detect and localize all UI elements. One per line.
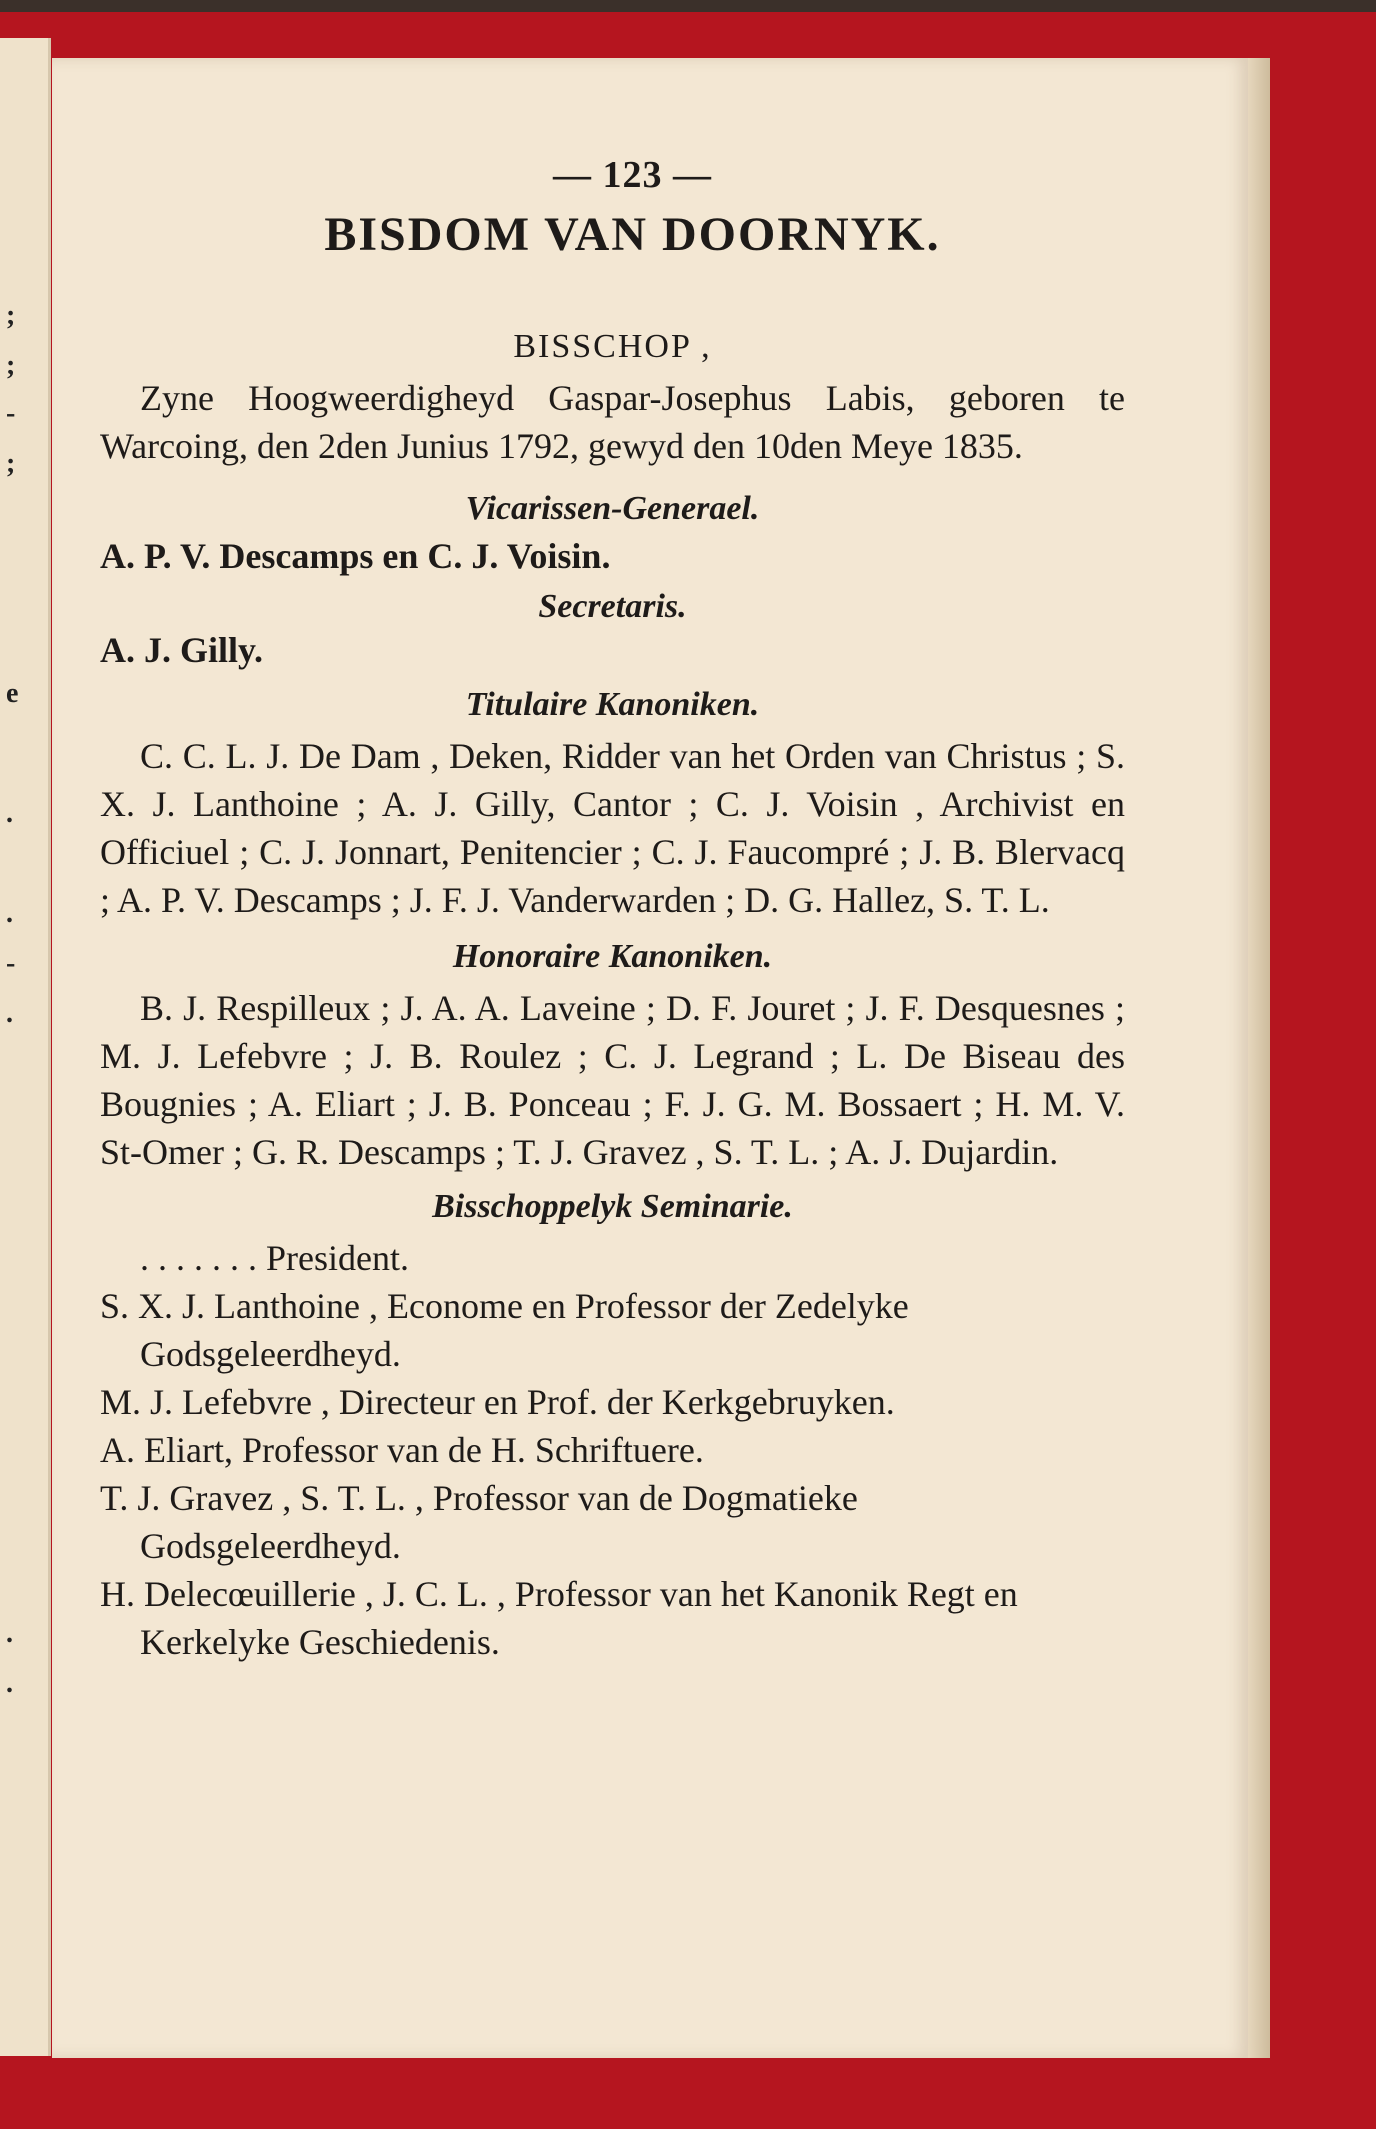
left-page-edge [0,38,51,2056]
section-heading-bisschop: BISSCHOP , [513,328,712,365]
cover-top-edge [0,0,1376,12]
seminarie-line: A. Eliart, Professor van de H. Schriftuere. [100,1430,704,1470]
honoraire-text: B. J. Respilleux ; J. A. A. Laveine ; D. F. Jouret ; J. F. Desquesnes ; M. J. Lefebvre ; J. B. Roulez ; C. J. Legrand ; L. De Biseau des Bougnies ; A. Eliart ; J. B. Ponceau ; F. J. G. M. Bossaert ; H. M. V. St-Omer ; G. R. Descamps ; T. J. Gravez , S. T. L. ; A. J. Dujardin. [100,988,1125,1172]
section-heading-titulaire: Titulaire Kanoniken. [465,686,760,723]
vicarissen-text: A. P. V. Descamps en C. J. Voisin. [100,536,611,576]
section-heading-secretaris: Secretaris. [538,588,687,625]
left-page-mark: . [6,1618,13,1649]
section-heading-vicarissen: Vicarissen-Generael. [465,490,760,527]
titulaire-text: C. C. L. J. De Dam , Deken, Ridder van het Orden van Christus ; S. X. J. Lanthoine ; A. J. Gilly, Cantor ; C. J. Voisin , Archivist en Officiuel ; C. J. Jonnart, Penitencier ; C. J. Faucompré ; J. B. Blervacq ; A. P. V. Descamps ; J. F. J. Vanderwarden ; D. G. Hallez, S. T. L. [100,736,1125,920]
seminarie-line: . . . . . . . President. [140,1238,409,1278]
left-page-mark: . [6,798,13,829]
page-title: BISDOM VAN DOORNYK. [324,208,941,261]
seminarie-line: S. X. J. Lanthoine , Econome en Professor der Zedelyke Godsgeleerdheyd. [100,1286,909,1374]
left-page-mark: e [6,678,19,709]
secretaris-text: A. J. Gilly. [100,630,264,670]
left-page-mark: ; [6,300,16,331]
left-page-mark: . [6,998,13,1029]
left-page-mark: ; [6,350,16,381]
bisschop-text: Zyne Hoogweerdigheyd Gaspar-Josephus Labis, geboren te Warcoing, den 2den Junius 1792, gewyd den 10den Meye 1835. [100,378,1125,466]
seminarie-line: H. Delecœuillerie , J. C. L. , Professor van het Kanonik Regt en Kerkelyke Geschiedenis. [100,1574,1018,1662]
left-page-mark: - [6,948,16,979]
left-page-mark: - [6,398,16,429]
section-heading-honoraire: Honoraire Kanoniken. [452,938,773,975]
page-fore-edge [1248,58,1270,2058]
left-page-mark: ; [6,448,16,479]
book-page [52,58,1248,2058]
page-content [100,98,1125,1666]
seminarie-line: M. J. Lefebvre , Directeur en Prof. der Kerkgebruyken. [100,1382,895,1422]
left-page-mark: . [6,1668,13,1699]
page-number: — 123 — [553,154,712,196]
seminarie-line: T. J. Gravez , S. T. L. , Professor van de Dogmatieke Godsgeleerdheyd. [100,1478,858,1566]
left-page-mark: . [6,898,13,929]
section-heading-seminarie: Bisschoppelyk Seminarie. [432,1188,793,1225]
